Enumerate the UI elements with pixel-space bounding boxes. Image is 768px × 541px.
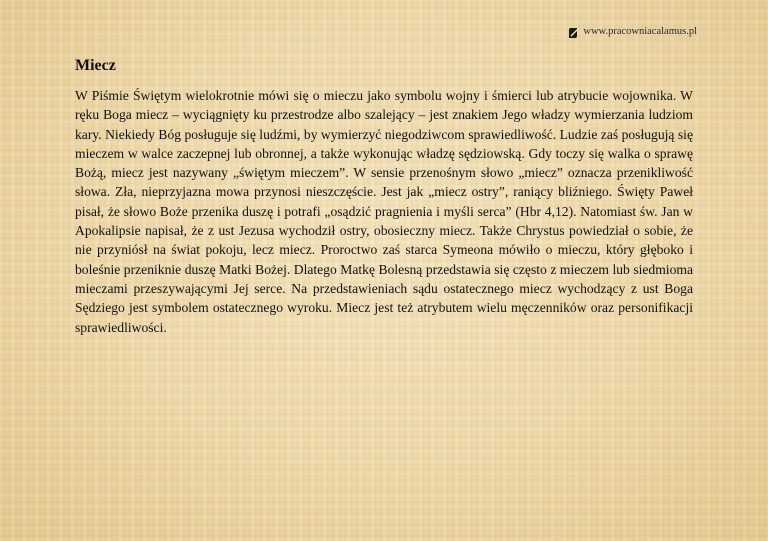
page-title: Miecz — [75, 57, 116, 74]
site-url: www.pracowniacalamus.pl — [583, 26, 697, 37]
pencil-scroll-icon — [568, 26, 580, 38]
article-body: W Piśmie Świętym wielokrotnie mówi się o mieczu jako symbolu wojny i śmierci lub atrybucie wojownika. W ręku Boga miecz – wyciągnięty ku przestrodze albo szalejący – jest znakiem Jego władzy wymierzania ludziom kary. Niekiedy Bóg posługuje się ludźmi, by wymierzyć niegodziwcom sprawiedliwość. Ludzie zaś posługują się mieczem w walce zaczepnej lub obronnej, a także wykonując władzę sędziowską. Gdy toczy się walka o sprawę Bożą, miecz jest nazywany „świętym mieczem”. W sensie przenośnym słowo „miecz” oznacza przenikliwość słowa. Zła, nieprzyjazna mowa przynosi nieszczęście. Jest jak „miecz ostry”, raniący bliźniego. Święty Paweł pisał, że słowo Boże przenika duszę i potrafi „osądzić pragnienia i myśli serca” (Hbr 4,12). Natomiast św. Jan w Apokalipsie napisał, że z ust Jezusa wychodził ostry, obosieczny miecz. Także Chrystus powiedział o sobie, że nie przyniósł na świat pokoju, lecz miecz. Proroctwo zaś starca Symeona mówiło o mieczu, który głęboko i boleśnie przeniknie duszę Matki Bożej. Dlatego Matkę Bolesną przedstawia się często z mieczem lub siedmioma mieczami przeszywającymi Jej serce. Na przedstawieniach sądu ostatecznego miecz wychodzący z ust Boga Sędziego jest symbolem ostatecznego wyroku. Miecz jest też atrybutem wielu męczenników oraz personifikacji sprawiedliwości. — [75, 88, 693, 335]
site-watermark — [568, 25, 697, 39]
